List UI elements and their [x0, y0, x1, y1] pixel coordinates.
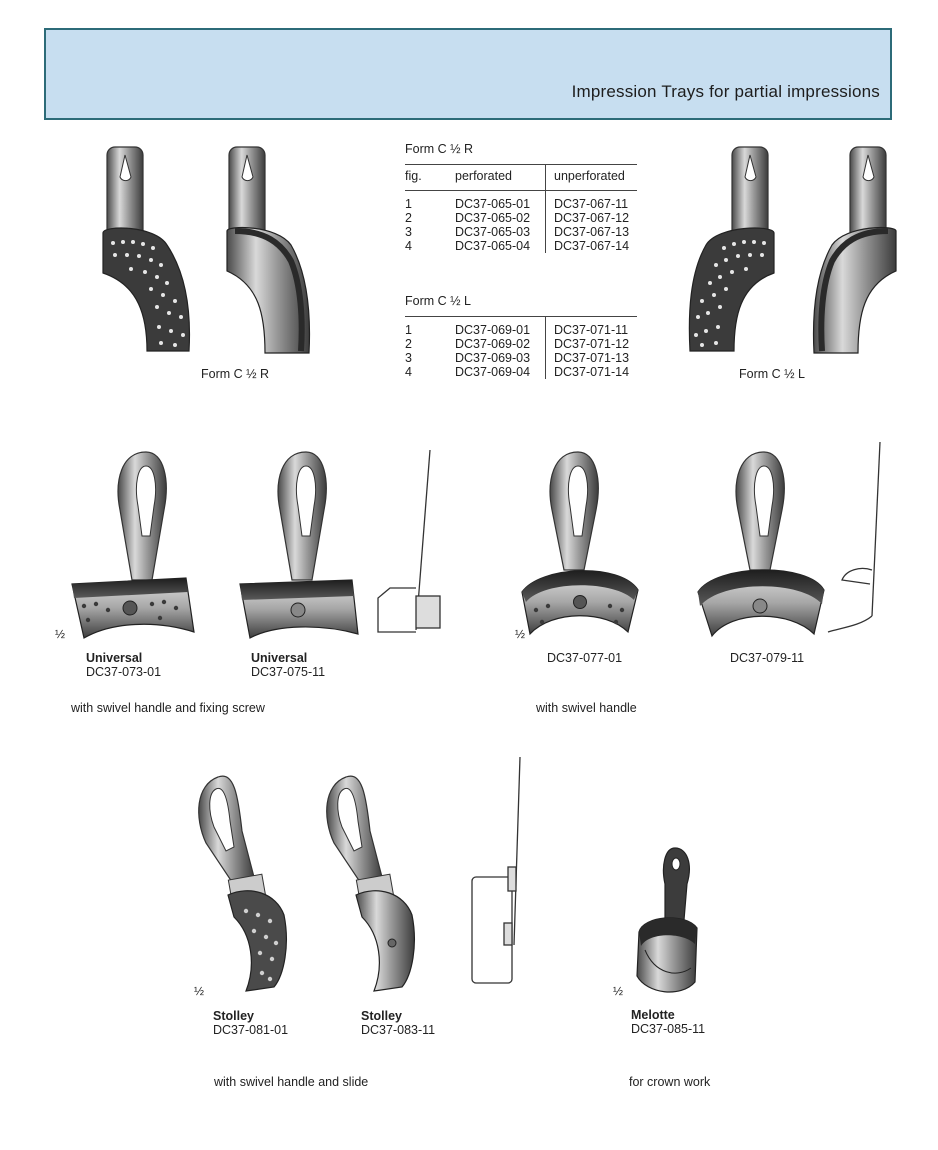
table-row: 3 DC37-069-03 DC37-071-13 — [405, 351, 630, 365]
universal-perforated-code: DC37-073-01 — [86, 665, 162, 679]
perforated-tray-r — [103, 147, 189, 351]
melotte-name: Melotte — [631, 1008, 675, 1022]
form-r-table-title: Form C ½ R — [405, 142, 474, 156]
swivel-scale-label: ½ — [515, 627, 526, 641]
form-c-half-l-trays-image — [688, 145, 903, 360]
swivel-perforated-code: DC37-077-01 — [547, 651, 623, 665]
table-row: 1 DC37-065-01 DC37-067-11 — [405, 191, 637, 212]
form-r-table — [405, 164, 637, 253]
universal-unperforated-name: Universal — [251, 651, 308, 665]
stolley-side-profile — [472, 757, 520, 983]
swivel-note: with swivel handle — [536, 701, 637, 715]
swivel-trays-image — [510, 440, 895, 645]
form-l-table-title: Form C ½ L — [405, 294, 471, 308]
universal-unperforated-tray — [240, 452, 358, 638]
form-l-table — [405, 316, 637, 379]
swivel-unperforated-tray — [698, 452, 824, 636]
melotte-scale-label: ½ — [613, 984, 624, 998]
form-c-half-r-trays-image — [95, 145, 315, 360]
stolley-perforated-code: DC37-081-01 — [213, 1023, 289, 1037]
form-c-half-r-caption: Form C ½ R — [201, 367, 270, 381]
stolley-perforated-tray — [199, 776, 287, 991]
table-row: 2 DC37-065-02 DC37-067-12 — [405, 211, 630, 225]
melotte-tray-image — [625, 840, 725, 1000]
unperforated-tray-l — [814, 147, 896, 353]
stolley-scale-label: ½ — [194, 984, 205, 998]
stolley-unperforated-name: Stolley — [361, 1009, 402, 1023]
column-header-unperforated: unperforated — [554, 169, 625, 183]
unperforated-tray-r — [227, 147, 309, 353]
header-banner — [44, 28, 892, 120]
table-row: 4 DC37-065-04 DC37-067-14 — [405, 239, 630, 253]
stolley-note: with swivel handle and slide — [214, 1075, 369, 1089]
stolley-trays-image — [180, 755, 550, 995]
melotte-note: for crown work — [629, 1075, 711, 1089]
stolley-unperforated-tray — [327, 776, 415, 991]
universal-trays-image — [60, 440, 460, 645]
column-header-perforated: perforated — [447, 165, 546, 191]
table-row: 2 DC37-069-02 DC37-071-12 — [405, 337, 630, 351]
swivel-unperforated-code: DC37-079-11 — [730, 651, 805, 665]
universal-note: with swivel handle and fixing screw — [71, 701, 265, 715]
table-row: 4 DC37-069-04 DC37-071-14 — [405, 365, 630, 379]
universal-scale-label: ½ — [55, 627, 66, 641]
perforated-tray-l — [689, 147, 774, 351]
universal-side-profile — [378, 450, 440, 632]
universal-perforated-tray — [72, 452, 194, 638]
table-row: 3 DC37-065-03 DC37-067-13 — [405, 225, 630, 239]
column-header-fig: fig. — [405, 169, 422, 183]
universal-perforated-name: Universal — [86, 651, 143, 665]
stolley-unperforated-code: DC37-083-11 — [361, 1023, 436, 1037]
page-title: Impression Trays for partial impressions — [571, 82, 880, 101]
melotte-code: DC37-085-11 — [631, 1022, 706, 1036]
table-row: 1 DC37-069-01 DC37-071-11 — [405, 317, 637, 338]
universal-unperforated-code: DC37-075-11 — [251, 665, 326, 679]
form-c-half-l-caption: Form C ½ L — [739, 367, 805, 381]
swivel-side-profile — [828, 442, 880, 632]
swivel-perforated-tray — [522, 452, 638, 634]
stolley-perforated-name: Stolley — [213, 1009, 254, 1023]
